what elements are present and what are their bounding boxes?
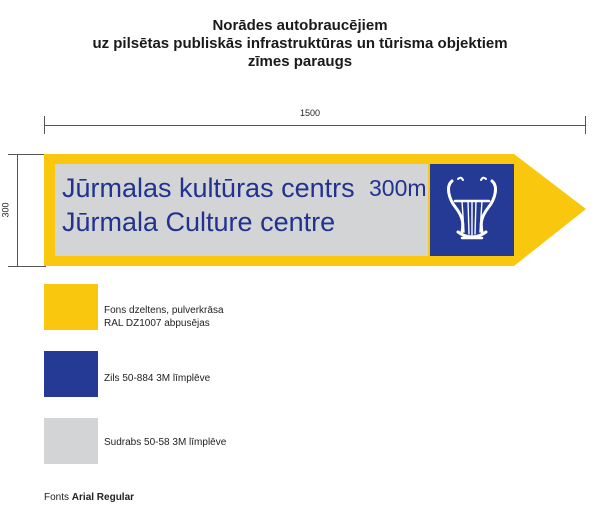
legend-item-silver: Sudrabs 50-58 3M līmplēve (104, 437, 227, 448)
title-line-3: zīmes paraugs (247, 53, 353, 70)
legend-swatch-yellow (44, 284, 98, 330)
fonts-note-prefix: Fonts (44, 492, 70, 503)
legend-yellow-line-1: Fons dzeltens, pulverkrāsa (104, 305, 224, 316)
legend-item-blue: Zils 50-884 3M līmplēve (104, 373, 211, 384)
title-line-2: uz pilsētas publiskās infrastruktūras un tūrisma objektiem (92, 35, 508, 52)
width-dimension-label: 1500 (300, 108, 321, 118)
sign-distance: 300m (369, 175, 427, 201)
fonts-note (44, 492, 134, 503)
fonts-note-font-name: Arial Regular (71, 492, 135, 503)
sign-destination-latvian: Jūrmalas kultūras centrs (62, 173, 355, 203)
legend-swatch-silver (44, 418, 98, 464)
title-line-1: Norādes autobraucējiem (212, 17, 388, 34)
sign-destination-english: Jūrmala Culture centre (62, 207, 336, 237)
height-dimension-label: 300 (0, 202, 11, 218)
legend-swatch-blue (44, 351, 98, 397)
legend-item-yellow (104, 304, 224, 330)
legend-yellow-line-2: RAL DZ1007 abpusējas (104, 318, 210, 329)
